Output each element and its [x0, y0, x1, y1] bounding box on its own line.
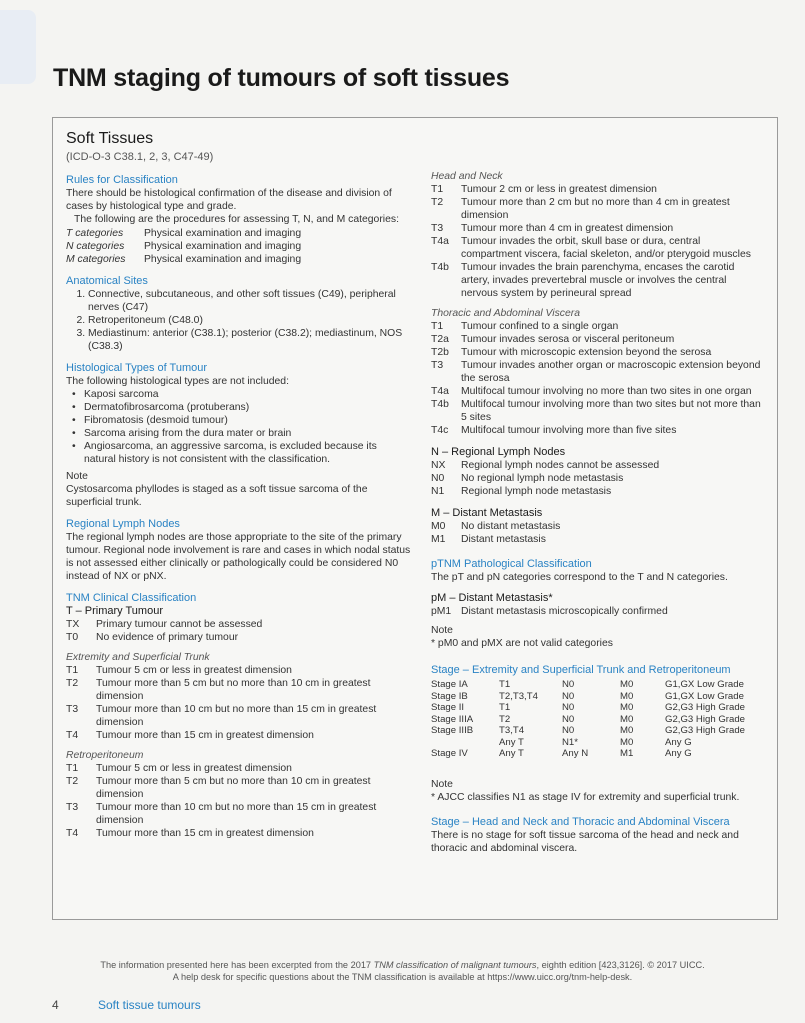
histological-list — [66, 388, 411, 466]
table-row — [431, 748, 761, 760]
table-cell: T3,T4 — [499, 725, 525, 736]
list-item: 3. Mediastinum: anterior (C38.1); posterior (C38.2); mediastinum, NOS (C38.3) — [88, 327, 411, 353]
pm-item: pM1 Distant metastasis microscopically confirmed — [431, 606, 668, 617]
table-cell: M0 — [620, 736, 634, 748]
table-cell: N0 — [562, 690, 575, 702]
table-cell: Stage II — [431, 702, 465, 713]
ptnm-note-label: Note — [431, 625, 453, 636]
table-cell: Any G — [665, 748, 692, 759]
extremity-item: T4 Tumour more than 15 cm in greatest dimension — [66, 730, 314, 741]
table-cell: G2,G3 High Grade — [665, 713, 745, 725]
list-item: 2. Retroperitoneum (C48.0) — [88, 314, 411, 327]
histological-heading: Histological Types of Tumour — [66, 362, 208, 374]
t-heading: T – Primary Tumour — [66, 605, 163, 617]
regional-heading: Regional Lymph Nodes — [66, 518, 180, 530]
extremity-item: T2 Tumour more than 5 cm but no more than 10 cm in greatest dimension — [66, 678, 371, 702]
retro-item: T2 Tumour more than 5 cm but no more than 10 cm in greatest dimension — [66, 776, 371, 800]
table-cell: Any N — [562, 748, 589, 759]
page-tab-marker — [0, 10, 36, 84]
head-neck-item: T4a Tumour invades the orbit, skull base or dura, central compartment viscera, facial skeleton, and/or pterygoid muscles — [431, 236, 751, 260]
n-item: N0 No regional lymph node metastasis — [431, 473, 624, 484]
footer-line2: A help desk for specific questions about the TNM classification is available at https://www.uicc.org/tnm-help-desk. — [172, 972, 633, 982]
table-cell: G1,GX Low Grade — [665, 679, 744, 690]
rules-item: T categories Physical examination and imaging — [66, 228, 302, 239]
page-number: 4 — [52, 998, 59, 1012]
list-item: • Angiosarcoma, an aggressive sarcoma, is excluded because its natural history is not consistent with the classification. — [84, 440, 411, 466]
table-cell: Stage IIIB — [431, 725, 474, 736]
footer — [0, 959, 805, 983]
table-cell: Stage IIIA — [431, 713, 474, 725]
stage-hn-heading: Stage – Head and Neck and Thoracic and Abdominal Viscera — [431, 815, 730, 828]
ptnm-text: The pT and pN categories correspond to the T and N categories. — [431, 572, 728, 583]
thoracic-item: T4b Multifocal tumour involving more than two sites but not more than 5 sites — [431, 399, 761, 423]
list-item: • Fibromatosis (desmoid tumour) — [84, 414, 411, 427]
table-cell: Stage IA — [431, 679, 468, 690]
rules-heading: Rules for Classification — [66, 174, 178, 186]
table-cell: T2,T3,T4 — [499, 690, 538, 702]
m-item: M0 No distant metastasis — [431, 521, 561, 532]
histological-intro: The following histological types are not included: — [66, 376, 289, 387]
extremity-heading: Extremity and Superficial Trunk — [66, 652, 210, 663]
thoracic-item: T2b Tumour with microscopic extension beyond the serosa — [431, 347, 712, 358]
retro-item: T3 Tumour more than 10 cm but no more than 15 cm in greatest dimension — [66, 802, 377, 826]
left-column — [66, 127, 411, 840]
running-head: Soft tissue tumours — [98, 998, 201, 1012]
table-cell: T1 — [499, 702, 511, 713]
table-cell: Stage IB — [431, 690, 468, 702]
table-cell: Any T — [499, 748, 524, 759]
thoracic-item: T2a Tumour invades serosa or visceral peritoneum — [431, 334, 675, 345]
n-heading: N – Regional Lymph Nodes — [431, 446, 566, 458]
thoracic-item: T4c Multifocal tumour involving more than five sites — [431, 425, 677, 436]
head-neck-item: T2 Tumour more than 2 cm but no more than 4 cm in greatest dimension — [431, 197, 730, 221]
retro-heading: Retroperitoneum — [66, 750, 144, 761]
table-row — [431, 725, 761, 737]
table-cell: T2 — [499, 713, 511, 725]
table-row — [431, 714, 761, 726]
table-cell: N0 — [562, 702, 575, 713]
anatomical-heading: Anatomical Sites — [66, 275, 148, 287]
table-cell: G2,G3 High Grade — [665, 702, 745, 713]
extremity-item: T1 Tumour 5 cm or less in greatest dimension — [66, 665, 292, 676]
m-item: M1 Distant metastasis — [431, 534, 546, 545]
thoracic-item: T1 Tumour confined to a single organ — [431, 321, 619, 332]
rules-item: M categories Physical examination and imaging — [66, 254, 302, 265]
histological-note-text: Cystosarcoma phyllodes is staged as a soft tissue sarcoma of the superficial trunk. — [66, 484, 368, 508]
table-row — [431, 691, 761, 703]
table-cell: Stage IV — [431, 748, 468, 759]
table-cell: N0 — [562, 725, 575, 736]
table-cell: M0 — [620, 690, 634, 702]
stage-table — [431, 679, 761, 760]
table-cell: M0 — [620, 679, 634, 690]
ptnm-heading: pTNM Pathological Classification — [431, 558, 592, 570]
table-row — [431, 702, 761, 714]
footer-line1: The information presented here has been excerpted from the 2017 TNM classification of malignant tumours, eighth edition [423,3126]. © 2017 UICC. — [100, 960, 705, 970]
thoracic-item: T4a Multifocal tumour involving no more than two sites in one organ — [431, 386, 752, 397]
page-title: TNM staging of tumours of soft tissues — [53, 64, 510, 92]
n-item: N1 Regional lymph node metastasis — [431, 486, 612, 497]
right-column — [431, 170, 761, 855]
head-neck-item: T3 Tumour more than 4 cm in greatest dimension — [431, 223, 674, 234]
box-subtitle: (ICD-O-3 C38.1, 2, 3, C47-49) — [66, 151, 214, 163]
anatomical-list — [66, 288, 411, 353]
stage-table-heading: Stage – Extremity and Superficial Trunk and Retroperitoneum — [431, 664, 731, 676]
list-item: • Sarcoma arising from the dura mater or brain — [84, 427, 411, 440]
table-cell — [431, 737, 499, 749]
m-heading: M – Distant Metastasis — [431, 507, 543, 519]
box-title: Soft Tissues — [66, 130, 154, 147]
table-cell: N0 — [562, 713, 575, 725]
rules-item: N categories Physical examination and imaging — [66, 241, 302, 252]
table-cell: G1,GX Low Grade — [665, 690, 744, 702]
n-item: NX Regional lymph nodes cannot be assessed — [431, 460, 660, 471]
table-cell: M1 — [620, 748, 634, 759]
head-neck-item: T4b Tumour invades the brain parenchyma, encases the carotid artery, invades prevertebral muscle or involves the central nervous system by perineural spread — [431, 262, 735, 299]
stage-hn-text: There is no stage for soft tissue sarcoma of the head and neck and thoracic and abdominal viscera. — [431, 829, 739, 854]
t-item: T0 No evidence of primary tumour — [66, 632, 239, 643]
head-neck-item: T1 Tumour 2 cm or less in greatest dimension — [431, 184, 657, 195]
table-cell: M0 — [620, 702, 634, 713]
extremity-item: T3 Tumour more than 10 cm but no more than 15 cm in greatest dimension — [66, 704, 377, 728]
table-cell: T1 — [499, 679, 511, 690]
clinical-heading: TNM Clinical Classification — [66, 592, 197, 604]
list-item: 1. Connective, subcutaneous, and other soft tissues (C49), peripheral nerves (C47) — [88, 288, 411, 314]
list-item: • Dermatofibrosarcoma (protuberans) — [84, 401, 411, 414]
rules-list — [66, 227, 411, 266]
thoracic-item: T3 Tumour invades another organ or macroscopic extension beyond the serosa — [431, 360, 761, 384]
histological-note-label: Note — [66, 471, 88, 482]
table-cell: N0 — [562, 679, 575, 690]
stage-note-label: Note — [431, 778, 453, 790]
list-item: • Kaposi sarcoma — [84, 388, 411, 401]
t-item: TX Primary tumour cannot be assessed — [66, 619, 263, 630]
head-neck-heading: Head and Neck — [431, 171, 503, 182]
retro-item: T4 Tumour more than 15 cm in greatest dimension — [66, 828, 314, 839]
rules-para1: There should be histological confirmation of the disease and division of cases by histological type and grade. — [66, 188, 392, 212]
table-row — [431, 679, 761, 691]
table-cell: Any T — [499, 736, 524, 748]
table-cell: G2,G3 High Grade — [665, 725, 745, 736]
table-cell: M0 — [620, 713, 634, 725]
table-cell: Any G — [665, 736, 692, 748]
ptnm-note-text: * pM0 and pMX are not valid categories — [431, 638, 613, 649]
retro-item: T1 Tumour 5 cm or less in greatest dimension — [66, 763, 292, 774]
stage-note-text: * AJCC classifies N1 as stage IV for extremity and superficial trunk. — [431, 791, 740, 803]
table-cell: N1* — [562, 736, 578, 748]
table-row — [431, 737, 761, 749]
rules-para2: The following are the procedures for assessing T, N, and M categories: — [74, 214, 399, 225]
thoracic-heading: Thoracic and Abdominal Viscera — [431, 308, 581, 319]
table-cell: M0 — [620, 725, 634, 736]
pm-heading: pM – Distant Metastasis* — [431, 592, 553, 604]
regional-text: The regional lymph nodes are those appropriate to the site of the primary tumour. Regional node involvement is rare and cases in which nodal status is not assessed either clinically or pathologically could be considered N0 instead of NX or pNX. — [66, 532, 411, 582]
